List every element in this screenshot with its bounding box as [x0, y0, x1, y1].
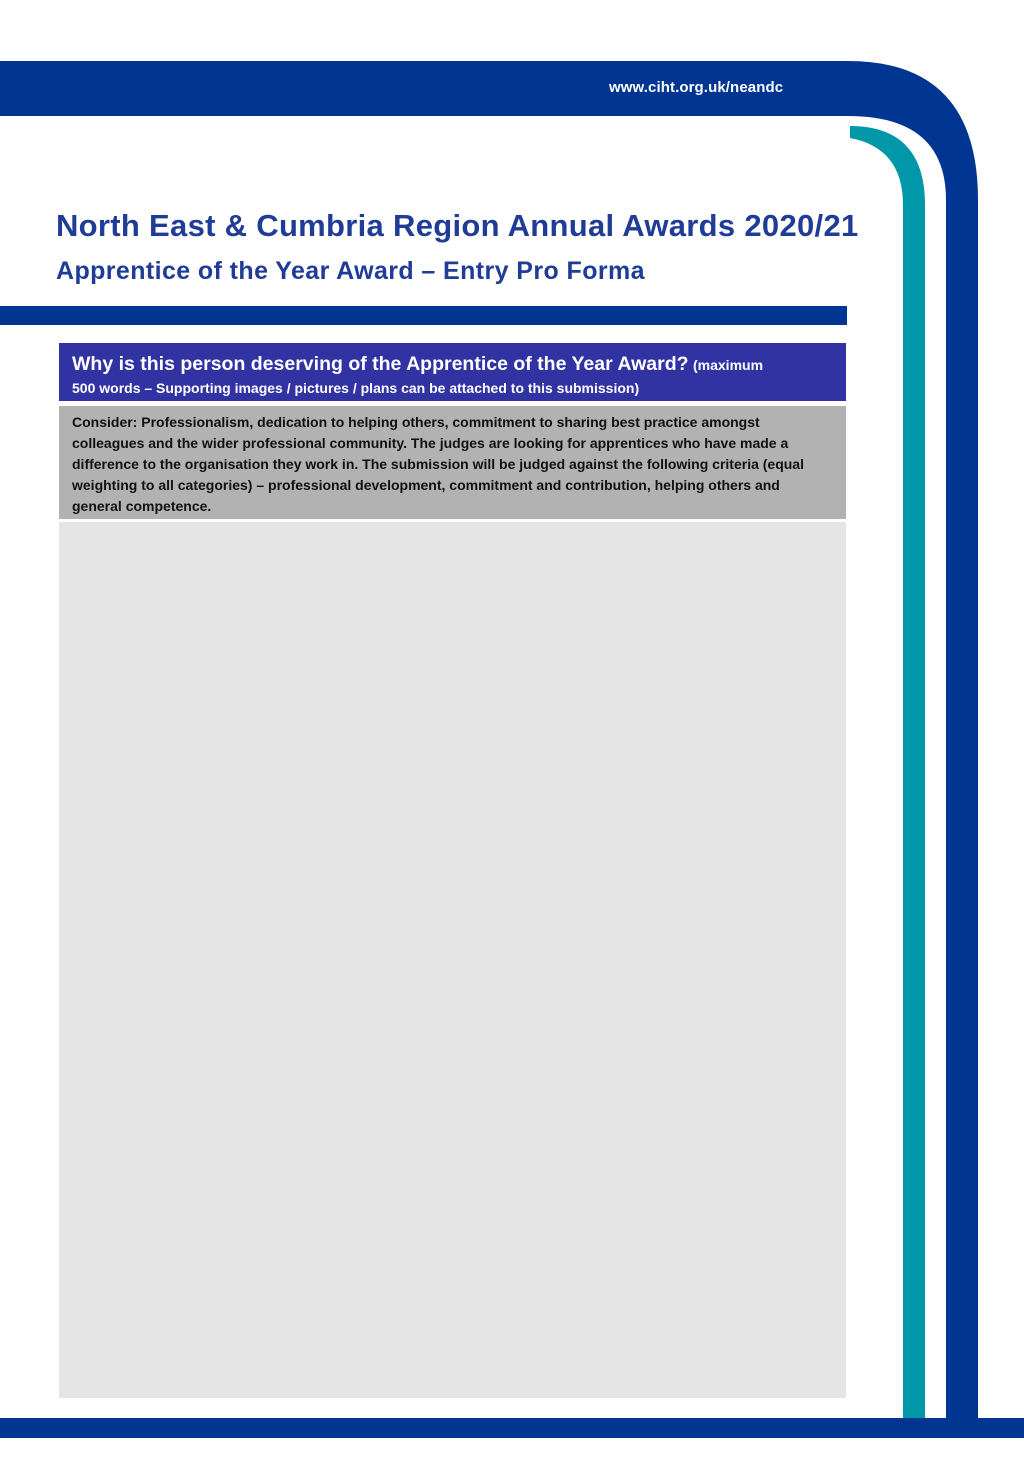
question-line [72, 352, 834, 376]
section-divider [0, 306, 847, 325]
question-header [59, 343, 846, 401]
page-title: North East & Cumbria Region Annual Awards 2020/21 [56, 208, 859, 243]
footer-bar [0, 1418, 1024, 1438]
guidance-box [59, 406, 846, 519]
page-subtitle: Apprentice of the Year Award – Entry Pro Forma [56, 257, 645, 285]
word-limit-note-continued: 500 words – Supporting images / pictures / plans can be attached to this submission) [72, 380, 640, 396]
teal-corner-stripe [850, 126, 925, 1418]
website-url[interactable]: www.ciht.org.uk/neandc [609, 79, 784, 96]
guidance-text: Consider: Professionalism, dedication to helping others, commitment to sharing best practice amongst colleagues and the wider professional community. The judges are looking for apprentices who have made a difference to the organisation they work in. The submission will be judged against the following criteria (equal weighting to all categories) – professional development, commitment and contribution, helping others and general competence. [72, 414, 804, 514]
answer-text-area[interactable] [59, 522, 846, 1398]
word-limit-note: (maximum [693, 357, 764, 373]
question-text: Why is this person deserving of the Apprentice of the Year Award? [72, 353, 689, 375]
